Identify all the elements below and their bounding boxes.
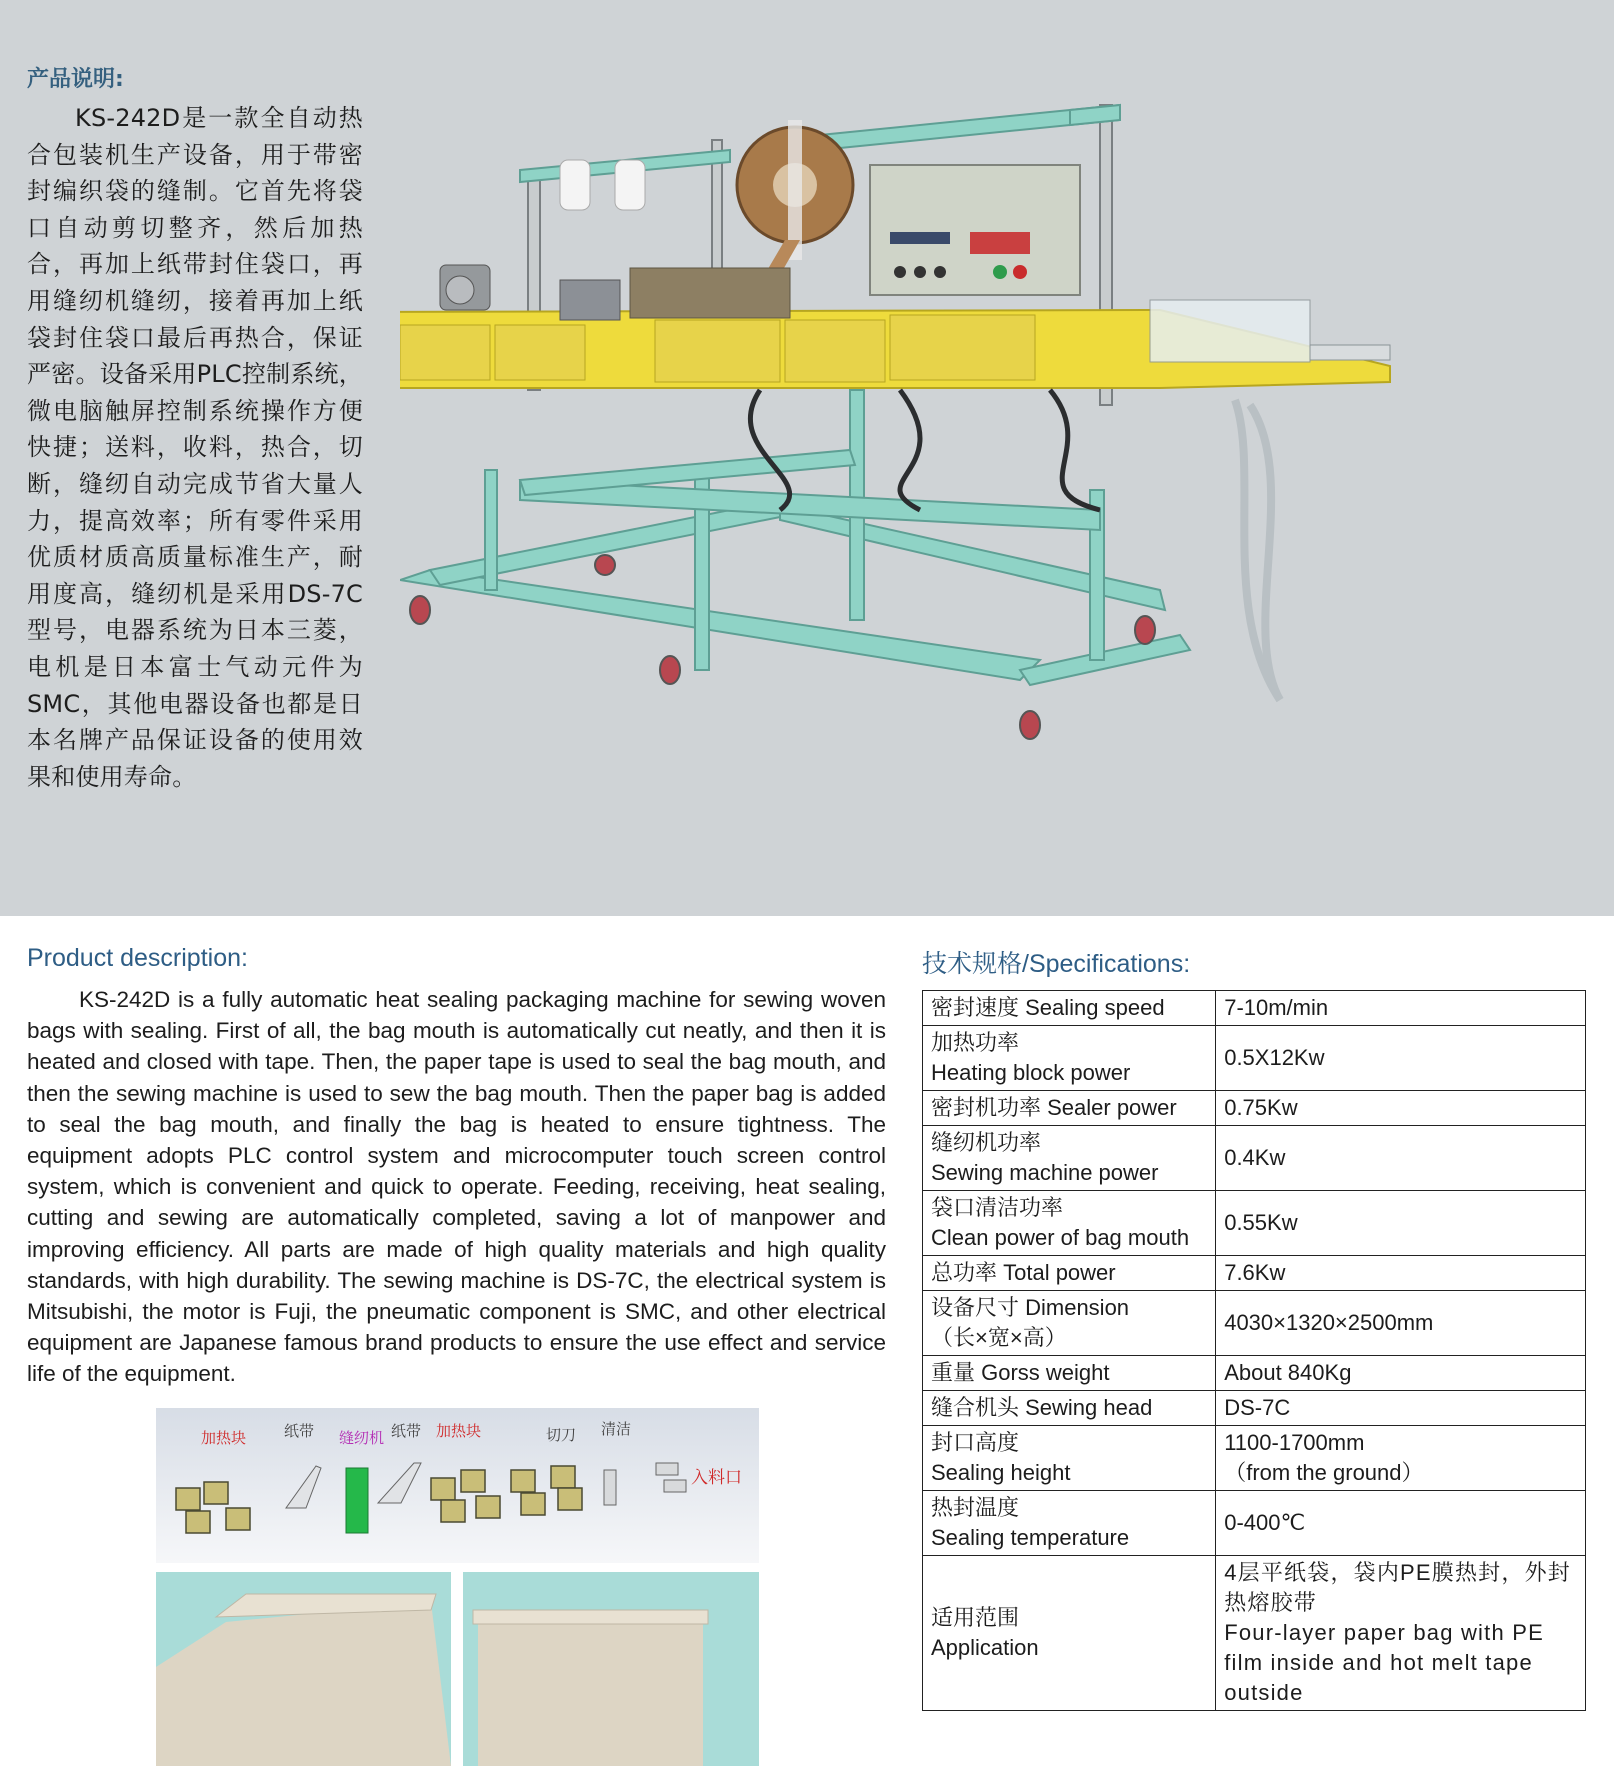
spec-key-line: 总功率 Total power <box>931 1260 1116 1285</box>
process-label-tape-2: 纸带 <box>391 1422 422 1440</box>
spec-value-line: About 840Kg <box>1224 1360 1352 1385</box>
bag-photo-2 <box>463 1572 759 1766</box>
motor <box>440 265 490 310</box>
cutter <box>604 1470 616 1505</box>
spec-key-line: 适用范围 <box>931 1605 1020 1630</box>
spec-key <box>923 1191 1216 1256</box>
spec-key-line: Clean power of bag mouth <box>931 1225 1190 1250</box>
spec-row <box>923 1191 1586 1256</box>
spec-row <box>923 1391 1586 1426</box>
spec-row <box>923 991 1586 1026</box>
spec-row <box>923 1491 1586 1556</box>
spec-value-line: 4030×1320×2500mm <box>1224 1310 1434 1335</box>
spec-row <box>923 1356 1586 1391</box>
spec-key-line: 密封机功率 Sealer power <box>931 1095 1177 1120</box>
spec-value-line: DS-7C <box>1224 1395 1291 1420</box>
spec-key-line: （长×宽×高） <box>931 1325 1067 1350</box>
spec-value <box>1216 1191 1586 1256</box>
spec-key-line: Sealing temperature <box>931 1525 1130 1550</box>
spec-key <box>923 1256 1216 1291</box>
spec-value <box>1216 1356 1586 1391</box>
sewing-machine-block <box>346 1468 368 1533</box>
cn-heading: 产品说明: <box>27 67 124 92</box>
spec-key <box>923 1356 1216 1391</box>
spec-key <box>923 991 1216 1026</box>
spec-key-line: Sealing height <box>931 1460 1071 1485</box>
en-description: KS-242D is a fully automatic heat sealing packaging machine for sewing woven bags with sealing. First of all, the bag mouth is automatically cut neatly, and then it is heated and closed with tape. Then, the paper tape is used to seal the bag mouth, and then the sewing machine is used to sew the bag mouth. Then the paper bag is added to seal the bag mouth, and finally the bag is heated to ensure tightness. The equipment adopts PLC control system and microcomputer touch screen control system, which is convenient and quick to operate. Feeding, receiving, heat sealing, cutting and sewing are automatically completed, saving a lot of manpower and improving efficiency. All parts are made of high quality materials and high quality standards, with high durability. The sewing machine is DS-7C, the electrical system is Mitsubishi, the motor is Fuji, the pneumatic component is SMC, and other electrical equipment are Japanese famous brand products to ensure the use effect and service life of the equipment. <box>27 987 886 1387</box>
process-diagram <box>156 1408 759 1563</box>
spec-key <box>923 1491 1216 1556</box>
spec-value <box>1216 1091 1586 1126</box>
spec-row <box>923 1256 1586 1291</box>
spec-key-line: 缝纫机功率 <box>931 1130 1042 1155</box>
spec-value-line: （from the ground） <box>1224 1460 1424 1485</box>
spec-value <box>1216 1556 1586 1711</box>
cn-description: KS-242D是一款全自动热合包装机生产设备，用于带密封编织袋的缝制。它首先将袋口自动剪切整齐，然后加热合，再加上纸带封住袋口，再用缝纫机缝纫，接着再加上纸袋封住袋口最后再热合，保证严密。设备采用PLC控制系统，微电脑触屏控制系统操作方便快捷；送料，收料，热合，切断，缝纫自动完成节省大量人力，提高效率；所有零件采用优质材质高质量标准生产，耐用度高，缝纫机是采用DS-7C型号，电器系统为日本三菱，电机是日本富士气动元件为SMC，其他电器设备也都是日本名牌产品保证设备的使用效果和使用寿命。 <box>27 104 363 791</box>
spec-key-line: 热封温度 <box>931 1495 1020 1520</box>
spec-key-line: Application <box>931 1635 1039 1660</box>
en-heading: Product description: <box>27 944 248 972</box>
spec-value-line: 0.55Kw <box>1224 1210 1298 1235</box>
spec-value-line: 7-10m/min <box>1224 995 1329 1020</box>
machine-photo <box>400 10 1600 840</box>
spec-key-line: 缝合机头 Sewing head <box>931 1395 1153 1420</box>
spec-value <box>1216 1256 1586 1291</box>
process-label-inlet: 入料口 <box>691 1468 742 1488</box>
process-label-heating-1: 加热块 <box>201 1429 247 1447</box>
spec-table <box>922 990 1586 1711</box>
spec-value-line: 4层平纸袋，袋内PE膜热封，外封热熔胶带 <box>1224 1560 1571 1615</box>
spec-key <box>923 1091 1216 1126</box>
spec-value <box>1216 1391 1586 1426</box>
spec-value-line: 7.6Kw <box>1224 1260 1286 1285</box>
spec-value <box>1216 1291 1586 1356</box>
spec-row <box>923 1291 1586 1356</box>
hoses <box>1235 400 1280 700</box>
spec-key-line: 设备尺寸 Dimension <box>931 1295 1130 1320</box>
spec-value <box>1216 991 1586 1026</box>
spec-key-line: 袋口清洁功率 <box>931 1195 1064 1220</box>
spec-key-line: 密封速度 Sealing speed <box>931 995 1165 1020</box>
spec-heading: 技术规格/Specifications: <box>922 950 1191 978</box>
spec-key-line: Heating block power <box>931 1060 1131 1085</box>
process-label-clean: 清洁 <box>601 1420 632 1438</box>
spec-key-line: 封口高度 <box>931 1430 1020 1455</box>
spec-key <box>923 1291 1216 1356</box>
process-label-sewing: 缝纫机 <box>339 1429 385 1447</box>
machine-base-frame <box>400 390 1190 685</box>
control-box <box>870 165 1080 295</box>
process-label-cutter: 切刀 <box>546 1426 577 1444</box>
spec-key-line: 加热功率 <box>931 1030 1020 1055</box>
spec-key <box>923 1126 1216 1191</box>
spec-value <box>1216 1491 1586 1556</box>
spec-value-line: 0.4Kw <box>1224 1145 1286 1170</box>
spec-value-line: 0.75Kw <box>1224 1095 1298 1120</box>
spec-row <box>923 1556 1586 1711</box>
spec-key <box>923 1556 1216 1711</box>
spec-key-line: Sewing machine power <box>931 1160 1159 1185</box>
spec-key <box>923 1026 1216 1091</box>
spec-value <box>1216 1426 1586 1491</box>
spec-value <box>1216 1126 1586 1191</box>
spec-row <box>923 1126 1586 1191</box>
spec-value-line: 0.5X12Kw <box>1224 1045 1325 1070</box>
spec-row <box>923 1091 1586 1126</box>
cables <box>750 390 1100 510</box>
bag-photo-1 <box>156 1572 451 1766</box>
spec-row <box>923 1026 1586 1091</box>
spec-value-line: Four-layer paper bag with PE film inside and hot melt tape outside <box>1224 1620 1544 1705</box>
spec-key <box>923 1391 1216 1426</box>
process-label-heating-2: 加热块 <box>436 1422 482 1440</box>
spec-row <box>923 1426 1586 1491</box>
spec-value <box>1216 1026 1586 1091</box>
spec-value-line: 1100-1700mm <box>1224 1430 1365 1455</box>
process-label-tape-1: 纸带 <box>284 1422 315 1440</box>
spec-key <box>923 1426 1216 1491</box>
right-guard <box>1150 300 1390 362</box>
spec-value-line: 0-400℃ <box>1224 1510 1306 1535</box>
spec-key-line: 重量 Gorss weight <box>931 1360 1110 1385</box>
